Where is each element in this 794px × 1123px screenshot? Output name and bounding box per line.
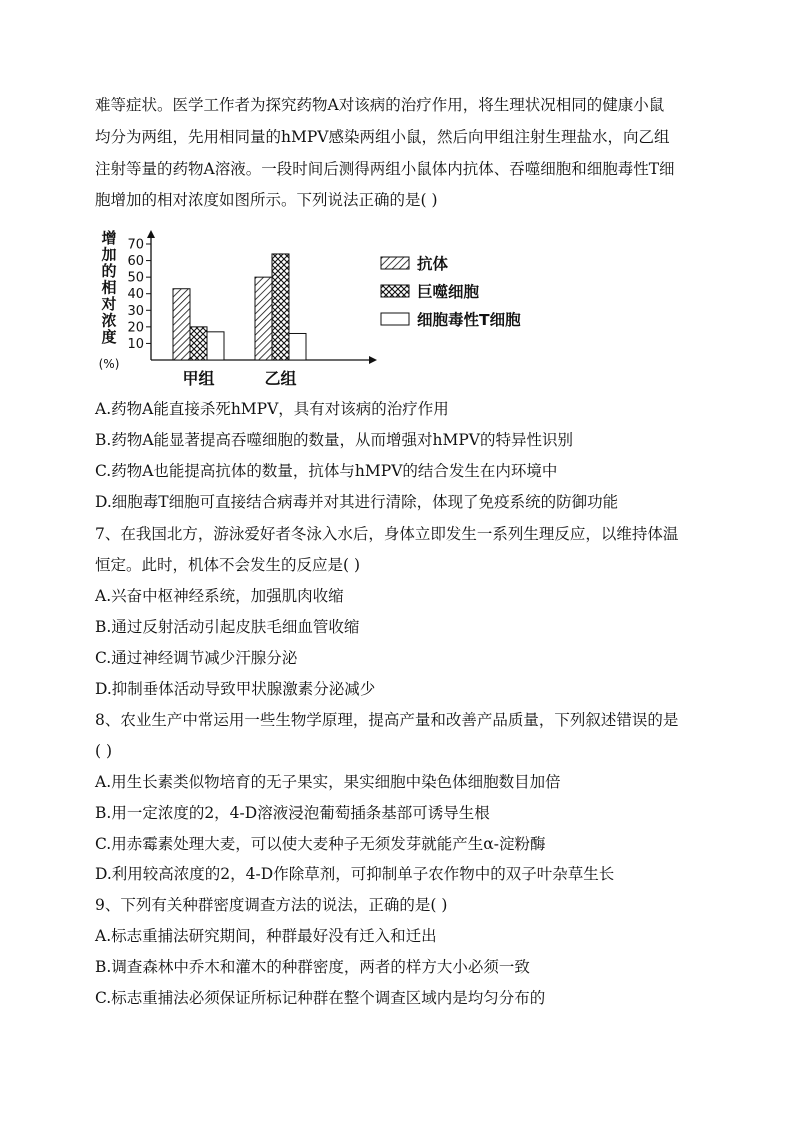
y-axis-label-char: 浓 bbox=[101, 311, 117, 330]
y-tick-label: 10 bbox=[127, 336, 144, 352]
question-8-stem-line-1: 8、农业生产中常运用一些生物学原理，提高产量和改善产品质量，下列叙述错误的是 bbox=[95, 711, 679, 729]
question-8-stem-line-2: ( ) bbox=[95, 742, 113, 760]
question-7-stem-line-1: 7、在我国北方，游泳爱好者冬泳入水后，身体立即发生一系列生理反应，以维持体温 bbox=[95, 525, 679, 543]
question-9-option-b: B.调查森林中乔木和灌木的种群密度，两者的样方大小必须一致 bbox=[95, 958, 530, 976]
question-8-option-a: A.用生长素类似物培育的无子果实，果实细胞中染色体细胞数目加倍 bbox=[95, 773, 561, 791]
y-tick-label: 20 bbox=[127, 320, 144, 336]
question-9-stem: 9、下列有关种群密度调查方法的说法，正确的是( ) bbox=[95, 896, 448, 914]
bar-chart-figure bbox=[95, 226, 565, 396]
bar-chart bbox=[95, 226, 565, 396]
question-7-option-c: C.通过神经调节减少汗腺分泌 bbox=[95, 649, 298, 667]
question-7-option-d: D.抑制垂体活动导致甲状腺激素分泌减少 bbox=[95, 680, 376, 698]
question-9-option-c: C.标志重捕法必须保证所标记种群在整个调查区域内是均匀分布的 bbox=[95, 989, 546, 1007]
y-tick-label: 60 bbox=[127, 254, 144, 270]
legend-swatch bbox=[381, 257, 409, 269]
bar bbox=[272, 254, 289, 360]
bar bbox=[173, 289, 190, 360]
question-6-stem-line-2: 均分为两组，先用相同量的hMPV感染两组小鼠，然后向甲组注射生理盐水，向乙组 bbox=[95, 128, 670, 146]
y-tick-label: 30 bbox=[127, 303, 144, 319]
y-axis-label-char: 对 bbox=[101, 295, 117, 313]
question-6-stem-line-3: 注射等量的药物A溶液。一段时间后测得两组小鼠体内抗体、吞噬细胞和细胞毒性T细 bbox=[95, 160, 675, 178]
y-tick-label: 40 bbox=[127, 287, 144, 303]
legend-label: 巨噬细胞 bbox=[417, 283, 480, 301]
legend-label: 细胞毒性T细胞 bbox=[417, 311, 521, 329]
y-axis-unit: (%) bbox=[98, 357, 120, 371]
y-axis-label-char: 的 bbox=[101, 262, 117, 280]
x-category-label: 甲组 bbox=[182, 369, 215, 388]
legend-swatch bbox=[381, 285, 409, 297]
question-7-option-a: A.兴奋中枢神经系统，加强肌肉收缩 bbox=[95, 587, 344, 605]
bar bbox=[255, 277, 272, 360]
question-6-option-b: B.药物A能显著提高吞噬细胞的数量，从而增强对hMPV的特异性识别 bbox=[95, 431, 573, 449]
legend-swatch bbox=[381, 313, 409, 325]
bar bbox=[289, 333, 306, 360]
y-axis-arrow bbox=[147, 230, 155, 238]
question-7-option-b: B.通过反射活动引起皮肤毛细血管收缩 bbox=[95, 618, 360, 636]
question-6-option-a: A.药物A能直接杀死hMPV，具有对该病的治疗作用 bbox=[95, 400, 449, 418]
x-axis-arrow bbox=[369, 356, 377, 364]
y-axis-label-char: 增 bbox=[101, 229, 117, 247]
y-tick-label: 70 bbox=[127, 237, 144, 253]
question-8-option-c: C.用赤霉素处理大麦，可以使大麦种子无须发芽就能产生α-淀粉酶 bbox=[95, 835, 546, 853]
y-axis-label-char: 度 bbox=[101, 328, 117, 346]
question-6-stem-line-1: 难等症状。医学工作者为探究药物A对该病的治疗作用，将生理状况相同的健康小鼠 bbox=[95, 96, 665, 114]
question-8-option-b: B.用一定浓度的2，4-D溶液浸泡葡萄插条基部可诱导生根 bbox=[95, 804, 490, 822]
y-axis-label-char: 加 bbox=[101, 245, 117, 264]
x-category-label: 乙组 bbox=[264, 369, 297, 388]
bar bbox=[190, 327, 207, 360]
bar bbox=[207, 332, 224, 360]
question-9-option-a: A.标志重捕法研究期间，种群最好没有迁入和迁出 bbox=[95, 927, 437, 945]
question-8-option-d: D.利用较高浓度的2，4-D作除草剂，可抑制单子农作物中的双子叶杂草生长 bbox=[95, 865, 615, 883]
legend-label: 抗体 bbox=[417, 255, 449, 273]
y-tick-label: 50 bbox=[127, 270, 144, 286]
question-6-stem-line-4: 胞增加的相对浓度如图所示。下列说法正确的是( ) bbox=[95, 191, 438, 209]
question-6-option-d: D.细胞毒T细胞可直接结合病毒并对其进行清除，体现了免疫系统的防御功能 bbox=[95, 493, 619, 511]
y-axis-label-char: 相 bbox=[101, 278, 117, 297]
question-7-stem-line-2: 恒定。此时，机体不会发生的反应是( ) bbox=[95, 556, 361, 574]
question-6-option-c: C.药物A也能提高抗体的数量，抗体与hMPV的结合发生在内环境中 bbox=[95, 462, 558, 480]
